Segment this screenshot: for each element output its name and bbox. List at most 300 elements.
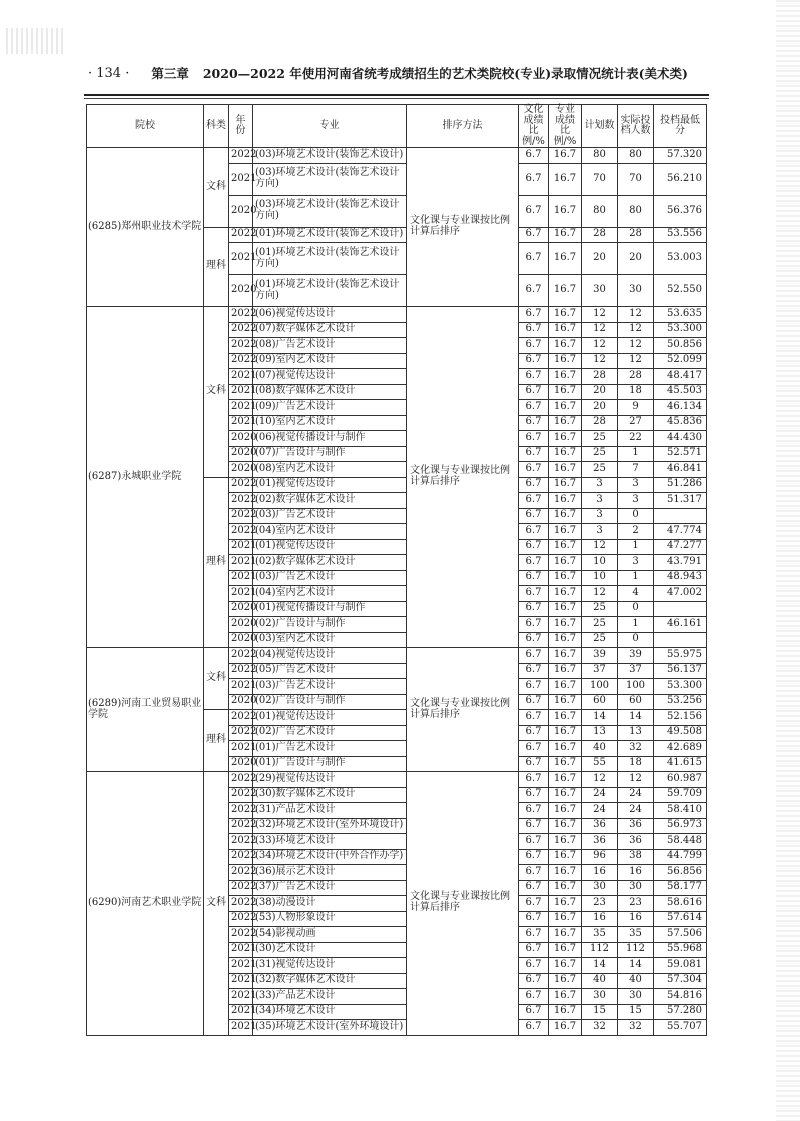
plan-cell: 40 — [582, 741, 618, 757]
actual-cell: 0 — [618, 632, 654, 648]
culture-ratio-cell: 6.7 — [519, 818, 549, 834]
actual-cell: 0 — [618, 601, 654, 617]
actual-cell: 16 — [618, 911, 654, 927]
plan-cell: 20 — [582, 243, 618, 275]
min-score-cell: 53.300 — [654, 322, 707, 338]
min-score-cell: 58.616 — [654, 896, 707, 912]
min-score-cell: 42.689 — [654, 741, 707, 757]
culture-ratio-cell: 6.7 — [519, 942, 549, 958]
culture-ratio-cell: 6.7 — [519, 896, 549, 912]
year-cell: 2020 — [229, 756, 253, 772]
major-cell: (36)展示艺术设计 — [253, 865, 407, 881]
plan-cell: 96 — [582, 849, 618, 865]
major-cell: (04)室内艺术设计 — [253, 586, 407, 602]
culture-ratio-cell: 6.7 — [519, 508, 549, 524]
min-score-cell: 53.003 — [654, 243, 707, 275]
major-cell: (38)动漫设计 — [253, 896, 407, 912]
actual-cell: 24 — [618, 787, 654, 803]
culture-ratio-cell: 6.7 — [519, 989, 549, 1005]
major-cell: (31)产品艺术设计 — [253, 803, 407, 819]
min-score-cell: 52.156 — [654, 710, 707, 726]
major-cell: (31)视觉传达设计 — [253, 958, 407, 974]
page-header — [88, 62, 708, 84]
year-cell: 2022 — [229, 896, 253, 912]
major-cell: (53)人物形象设计 — [253, 911, 407, 927]
culture-ratio-cell: 6.7 — [519, 1020, 549, 1036]
culture-ratio-cell: 6.7 — [519, 415, 549, 431]
actual-cell: 12 — [618, 353, 654, 369]
plan-cell: 16 — [582, 911, 618, 927]
min-score-cell: 46.841 — [654, 462, 707, 478]
actual-cell: 100 — [618, 679, 654, 695]
actual-cell: 1 — [618, 617, 654, 633]
major-ratio-cell: 16.7 — [549, 880, 582, 896]
culture-ratio-cell: 6.7 — [519, 400, 549, 416]
min-score-cell: 45.503 — [654, 384, 707, 400]
actual-cell: 32 — [618, 1020, 654, 1036]
culture-ratio-cell: 6.7 — [519, 462, 549, 478]
col-header-major: 专业 — [253, 105, 407, 148]
major-ratio-cell: 16.7 — [549, 632, 582, 648]
major-cell: (01)广告艺术设计 — [253, 741, 407, 757]
major-cell: (30)艺术设计 — [253, 942, 407, 958]
plan-cell: 20 — [582, 400, 618, 416]
min-score-cell — [654, 632, 707, 648]
major-cell: (07)广告设计与制作 — [253, 446, 407, 462]
major-cell: (01)环境艺术设计(装饰艺术设计方向) — [253, 243, 407, 275]
actual-cell: 28 — [618, 227, 654, 243]
major-ratio-cell: 16.7 — [549, 353, 582, 369]
admission-table — [86, 104, 707, 1036]
culture-ratio-cell: 6.7 — [519, 772, 549, 788]
major-cell: (03)广告艺术设计 — [253, 679, 407, 695]
year-cell: 2021 — [229, 369, 253, 385]
min-score-cell: 43.791 — [654, 555, 707, 571]
plan-cell: 23 — [582, 896, 618, 912]
table-body — [87, 148, 707, 1036]
major-ratio-cell: 16.7 — [549, 586, 582, 602]
min-score-cell: 47.774 — [654, 524, 707, 540]
actual-cell: 3 — [618, 555, 654, 571]
culture-ratio-cell: 6.7 — [519, 431, 549, 447]
major-cell: (06)视觉传播设计与制作 — [253, 431, 407, 447]
major-cell: (10)室内艺术设计 — [253, 415, 407, 431]
culture-ratio-cell: 6.7 — [519, 307, 549, 323]
plan-cell: 30 — [582, 275, 618, 307]
min-score-cell: 51.286 — [654, 477, 707, 493]
major-ratio-cell: 16.7 — [549, 725, 582, 741]
major-cell: (09)广告艺术设计 — [253, 400, 407, 416]
min-score-cell: 55.707 — [654, 1020, 707, 1036]
min-score-cell: 47.002 — [654, 586, 707, 602]
subject-category: 文科 — [204, 148, 229, 228]
plan-cell: 12 — [582, 307, 618, 323]
year-cell: 2022 — [229, 663, 253, 679]
major-cell: (03)广告艺术设计 — [253, 570, 407, 586]
major-cell: (01)环境艺术设计(装饰艺术设计) — [253, 227, 407, 243]
min-score-cell: 59.709 — [654, 787, 707, 803]
culture-ratio-cell: 6.7 — [519, 834, 549, 850]
year-cell: 2022 — [229, 818, 253, 834]
min-score-cell: 57.280 — [654, 1004, 707, 1020]
min-score-cell: 53.300 — [654, 679, 707, 695]
plan-cell: 30 — [582, 880, 618, 896]
min-score-cell: 58.177 — [654, 880, 707, 896]
year-cell: 2022 — [229, 524, 253, 540]
min-score-cell: 58.410 — [654, 803, 707, 819]
plan-cell: 13 — [582, 725, 618, 741]
year-cell: 2022 — [229, 927, 253, 943]
actual-cell: 35 — [618, 927, 654, 943]
min-score-cell: 57.614 — [654, 911, 707, 927]
major-ratio-cell: 16.7 — [549, 818, 582, 834]
culture-ratio-cell: 6.7 — [519, 477, 549, 493]
min-score-cell: 44.799 — [654, 849, 707, 865]
min-score-cell: 56.137 — [654, 663, 707, 679]
year-cell: 2022 — [229, 648, 253, 664]
major-ratio-cell: 16.7 — [549, 896, 582, 912]
major-cell: (32)环境艺术设计(室外环境设计) — [253, 818, 407, 834]
major-cell: (02)广告设计与制作 — [253, 617, 407, 633]
major-cell: (02)数字媒体艺术设计 — [253, 493, 407, 509]
year-cell: 2021 — [229, 243, 253, 275]
major-ratio-cell: 16.7 — [549, 307, 582, 323]
major-cell: (33)产品艺术设计 — [253, 989, 407, 1005]
year-cell: 2022 — [229, 322, 253, 338]
major-ratio-cell: 16.7 — [549, 148, 582, 164]
actual-cell: 1 — [618, 446, 654, 462]
culture-ratio-cell: 6.7 — [519, 710, 549, 726]
year-cell: 2021 — [229, 163, 253, 195]
major-ratio-cell: 16.7 — [549, 942, 582, 958]
actual-cell: 80 — [618, 148, 654, 164]
actual-cell: 14 — [618, 958, 654, 974]
col-header-plan: 计划数 — [582, 105, 618, 148]
min-score-cell: 57.506 — [654, 927, 707, 943]
plan-cell: 60 — [582, 694, 618, 710]
min-score-cell: 54.816 — [654, 989, 707, 1005]
page-number: · 134 · — [88, 65, 130, 81]
major-cell: (32)数字媒体艺术设计 — [253, 973, 407, 989]
actual-cell: 32 — [618, 741, 654, 757]
culture-ratio-cell: 6.7 — [519, 663, 549, 679]
col-header-school: 院校 — [87, 105, 204, 148]
year-cell: 2021 — [229, 989, 253, 1005]
actual-cell: 27 — [618, 415, 654, 431]
major-cell: (03)环境艺术设计(装饰艺术设计方向) — [253, 195, 407, 227]
year-cell: 2021 — [229, 415, 253, 431]
major-cell: (03)环境艺术设计(装饰艺术设计) — [253, 148, 407, 164]
year-cell: 2021 — [229, 400, 253, 416]
actual-cell: 36 — [618, 834, 654, 850]
col-header-min-score: 投档最低分 — [654, 105, 707, 148]
min-score-cell: 56.376 — [654, 195, 707, 227]
culture-ratio-cell: 6.7 — [519, 617, 549, 633]
major-cell: (07)视觉传达设计 — [253, 369, 407, 385]
plan-cell: 16 — [582, 865, 618, 881]
actual-cell: 12 — [618, 307, 654, 323]
culture-ratio-cell: 6.7 — [519, 539, 549, 555]
plan-cell: 10 — [582, 570, 618, 586]
culture-ratio-cell: 6.7 — [519, 725, 549, 741]
plan-cell: 25 — [582, 601, 618, 617]
min-score-cell: 53.635 — [654, 307, 707, 323]
plan-cell: 24 — [582, 803, 618, 819]
culture-ratio-cell: 6.7 — [519, 322, 549, 338]
culture-ratio-cell: 6.7 — [519, 493, 549, 509]
min-score-cell: 52.550 — [654, 275, 707, 307]
year-cell: 2020 — [229, 694, 253, 710]
year-cell: 2022 — [229, 787, 253, 803]
major-cell: (07)数字媒体艺术设计 — [253, 322, 407, 338]
actual-cell: 9 — [618, 400, 654, 416]
min-score-cell: 53.556 — [654, 227, 707, 243]
actual-cell: 18 — [618, 384, 654, 400]
major-ratio-cell: 16.7 — [549, 803, 582, 819]
plan-cell: 32 — [582, 1020, 618, 1036]
major-cell: (34)环境艺术设计 — [253, 1004, 407, 1020]
actual-cell: 0 — [618, 508, 654, 524]
col-header-culture-ratio: 文化成绩比例/% — [519, 105, 549, 148]
actual-cell: 1 — [618, 570, 654, 586]
plan-cell: 12 — [582, 772, 618, 788]
actual-cell: 12 — [618, 322, 654, 338]
year-cell: 2020 — [229, 632, 253, 648]
major-cell: (33)环境艺术设计 — [253, 834, 407, 850]
min-score-cell: 47.277 — [654, 539, 707, 555]
actual-cell: 18 — [618, 756, 654, 772]
min-score-cell: 46.134 — [654, 400, 707, 416]
major-cell: (08)室内艺术设计 — [253, 462, 407, 478]
major-cell: (01)广告设计与制作 — [253, 756, 407, 772]
major-cell: (54)影视动画 — [253, 927, 407, 943]
table-row — [87, 148, 707, 164]
plan-cell: 80 — [582, 195, 618, 227]
plan-cell: 3 — [582, 477, 618, 493]
culture-ratio-cell: 6.7 — [519, 1004, 549, 1020]
culture-ratio-cell: 6.7 — [519, 911, 549, 927]
year-cell: 2022 — [229, 803, 253, 819]
actual-cell: 37 — [618, 663, 654, 679]
school-name: (6285)郑州职业技术学院 — [87, 148, 204, 307]
school-name: (6289)河南工业贸易职业学院 — [87, 648, 204, 772]
major-ratio-cell: 16.7 — [549, 601, 582, 617]
major-ratio-cell: 16.7 — [549, 338, 582, 354]
major-cell: (04)视觉传达设计 — [253, 648, 407, 664]
year-cell: 2022 — [229, 725, 253, 741]
min-score-cell: 56.856 — [654, 865, 707, 881]
major-ratio-cell: 16.7 — [549, 617, 582, 633]
major-ratio-cell: 16.7 — [549, 756, 582, 772]
plan-cell: 30 — [582, 989, 618, 1005]
school-name: (6287)永城职业学院 — [87, 307, 204, 648]
major-ratio-cell: 16.7 — [549, 163, 582, 195]
major-ratio-cell: 16.7 — [549, 477, 582, 493]
min-score-cell: 48.943 — [654, 570, 707, 586]
actual-cell: 36 — [618, 818, 654, 834]
major-cell: (06)视觉传达设计 — [253, 307, 407, 323]
year-cell: 2020 — [229, 446, 253, 462]
min-score-cell: 55.975 — [654, 648, 707, 664]
min-score-cell: 58.448 — [654, 834, 707, 850]
plan-cell: 25 — [582, 446, 618, 462]
min-score-cell: 49.508 — [654, 725, 707, 741]
plan-cell: 14 — [582, 710, 618, 726]
year-cell: 2022 — [229, 710, 253, 726]
major-cell: (09)室内艺术设计 — [253, 353, 407, 369]
actual-cell: 30 — [618, 275, 654, 307]
culture-ratio-cell: 6.7 — [519, 275, 549, 307]
major-ratio-cell: 16.7 — [549, 227, 582, 243]
culture-ratio-cell: 6.7 — [519, 586, 549, 602]
plan-cell: 40 — [582, 973, 618, 989]
actual-cell: 2 — [618, 524, 654, 540]
min-score-cell — [654, 508, 707, 524]
major-cell: (01)视觉传达设计 — [253, 539, 407, 555]
plan-cell: 12 — [582, 586, 618, 602]
actual-cell: 7 — [618, 462, 654, 478]
major-ratio-cell: 16.7 — [549, 973, 582, 989]
actual-cell: 20 — [618, 243, 654, 275]
major-ratio-cell: 16.7 — [549, 508, 582, 524]
culture-ratio-cell: 6.7 — [519, 163, 549, 195]
year-cell: 2022 — [229, 911, 253, 927]
major-cell: (03)环境艺术设计(装饰艺术设计方向) — [253, 163, 407, 195]
major-cell: (03)室内艺术设计 — [253, 632, 407, 648]
actual-cell: 14 — [618, 710, 654, 726]
major-cell: (03)广告艺术设计 — [253, 508, 407, 524]
actual-cell: 12 — [618, 772, 654, 788]
year-cell: 2022 — [229, 493, 253, 509]
culture-ratio-cell: 6.7 — [519, 973, 549, 989]
plan-cell: 20 — [582, 384, 618, 400]
culture-ratio-cell: 6.7 — [519, 927, 549, 943]
min-score-cell — [654, 601, 707, 617]
min-score-cell: 48.417 — [654, 369, 707, 385]
year-cell: 2021 — [229, 539, 253, 555]
col-header-method: 排序方法 — [407, 105, 519, 148]
sort-method: 文化课与专业课按比例计算后排序 — [407, 772, 519, 1036]
major-ratio-cell: 16.7 — [549, 275, 582, 307]
subject-category: 文科 — [204, 648, 229, 710]
actual-cell: 1 — [618, 539, 654, 555]
major-cell: (02)数字媒体艺术设计 — [253, 555, 407, 571]
culture-ratio-cell: 6.7 — [519, 446, 549, 462]
sort-method: 文化课与专业课按比例计算后排序 — [407, 148, 519, 307]
year-cell: 2022 — [229, 477, 253, 493]
plan-cell: 25 — [582, 462, 618, 478]
year-cell: 2020 — [229, 431, 253, 447]
year-cell: 2022 — [229, 834, 253, 850]
subject-category: 理科 — [204, 227, 229, 307]
culture-ratio-cell: 6.7 — [519, 243, 549, 275]
actual-cell: 28 — [618, 369, 654, 385]
year-cell: 2022 — [229, 880, 253, 896]
culture-ratio-cell: 6.7 — [519, 679, 549, 695]
major-ratio-cell: 16.7 — [549, 927, 582, 943]
major-cell: (08)广告艺术设计 — [253, 338, 407, 354]
culture-ratio-cell: 6.7 — [519, 195, 549, 227]
major-ratio-cell: 16.7 — [549, 834, 582, 850]
culture-ratio-cell: 6.7 — [519, 741, 549, 757]
chapter-label: 第三章 — [151, 66, 189, 81]
plan-cell: 80 — [582, 148, 618, 164]
scan-edge-noise — [776, 0, 800, 1121]
major-cell: (01)视觉传达设计 — [253, 477, 407, 493]
culture-ratio-cell: 6.7 — [519, 555, 549, 571]
major-ratio-cell: 16.7 — [549, 446, 582, 462]
major-cell: (01)视觉传播设计与制作 — [253, 601, 407, 617]
plan-cell: 12 — [582, 353, 618, 369]
major-ratio-cell: 16.7 — [549, 741, 582, 757]
actual-cell: 30 — [618, 880, 654, 896]
actual-cell: 16 — [618, 865, 654, 881]
plan-cell: 55 — [582, 756, 618, 772]
year-cell: 2022 — [229, 508, 253, 524]
plan-cell: 25 — [582, 632, 618, 648]
subject-category: 理科 — [204, 477, 229, 648]
culture-ratio-cell: 6.7 — [519, 227, 549, 243]
year-cell: 2021 — [229, 586, 253, 602]
major-ratio-cell: 16.7 — [549, 663, 582, 679]
plan-cell: 28 — [582, 369, 618, 385]
major-cell: (37)广告艺术设计 — [253, 880, 407, 896]
year-cell: 2022 — [229, 849, 253, 865]
sort-method: 文化课与专业课按比例计算后排序 — [407, 648, 519, 772]
major-ratio-cell: 16.7 — [549, 493, 582, 509]
year-cell: 2022 — [229, 353, 253, 369]
table-row — [87, 307, 707, 323]
min-score-cell: 60.987 — [654, 772, 707, 788]
header-rule-thick — [84, 94, 709, 96]
major-cell: (08)数字媒体艺术设计 — [253, 384, 407, 400]
subject-category: 文科 — [204, 772, 229, 1036]
major-ratio-cell: 16.7 — [549, 648, 582, 664]
plan-cell: 12 — [582, 539, 618, 555]
culture-ratio-cell: 6.7 — [519, 369, 549, 385]
plan-cell: 10 — [582, 555, 618, 571]
major-cell: (02)广告艺术设计 — [253, 725, 407, 741]
year-cell: 2021 — [229, 570, 253, 586]
major-cell: (35)环境艺术设计(室外环境设计) — [253, 1020, 407, 1036]
plan-cell: 36 — [582, 834, 618, 850]
min-score-cell: 57.304 — [654, 973, 707, 989]
actual-cell: 3 — [618, 493, 654, 509]
actual-cell: 12 — [618, 338, 654, 354]
year-cell: 2020 — [229, 601, 253, 617]
culture-ratio-cell: 6.7 — [519, 570, 549, 586]
actual-cell: 22 — [618, 431, 654, 447]
culture-ratio-cell: 6.7 — [519, 756, 549, 772]
table-header-row — [87, 105, 707, 148]
actual-cell: 80 — [618, 195, 654, 227]
major-ratio-cell: 16.7 — [549, 710, 582, 726]
culture-ratio-cell: 6.7 — [519, 694, 549, 710]
major-ratio-cell: 16.7 — [549, 415, 582, 431]
year-cell: 2022 — [229, 772, 253, 788]
year-cell: 2021 — [229, 1004, 253, 1020]
year-cell: 2020 — [229, 617, 253, 633]
col-header-year: 年份 — [229, 105, 253, 148]
year-cell: 2022 — [229, 227, 253, 243]
major-ratio-cell: 16.7 — [549, 431, 582, 447]
culture-ratio-cell: 6.7 — [519, 849, 549, 865]
major-ratio-cell: 16.7 — [549, 1020, 582, 1036]
culture-ratio-cell: 6.7 — [519, 648, 549, 664]
min-score-cell: 41.615 — [654, 756, 707, 772]
table-row — [87, 648, 707, 664]
year-cell: 2021 — [229, 741, 253, 757]
